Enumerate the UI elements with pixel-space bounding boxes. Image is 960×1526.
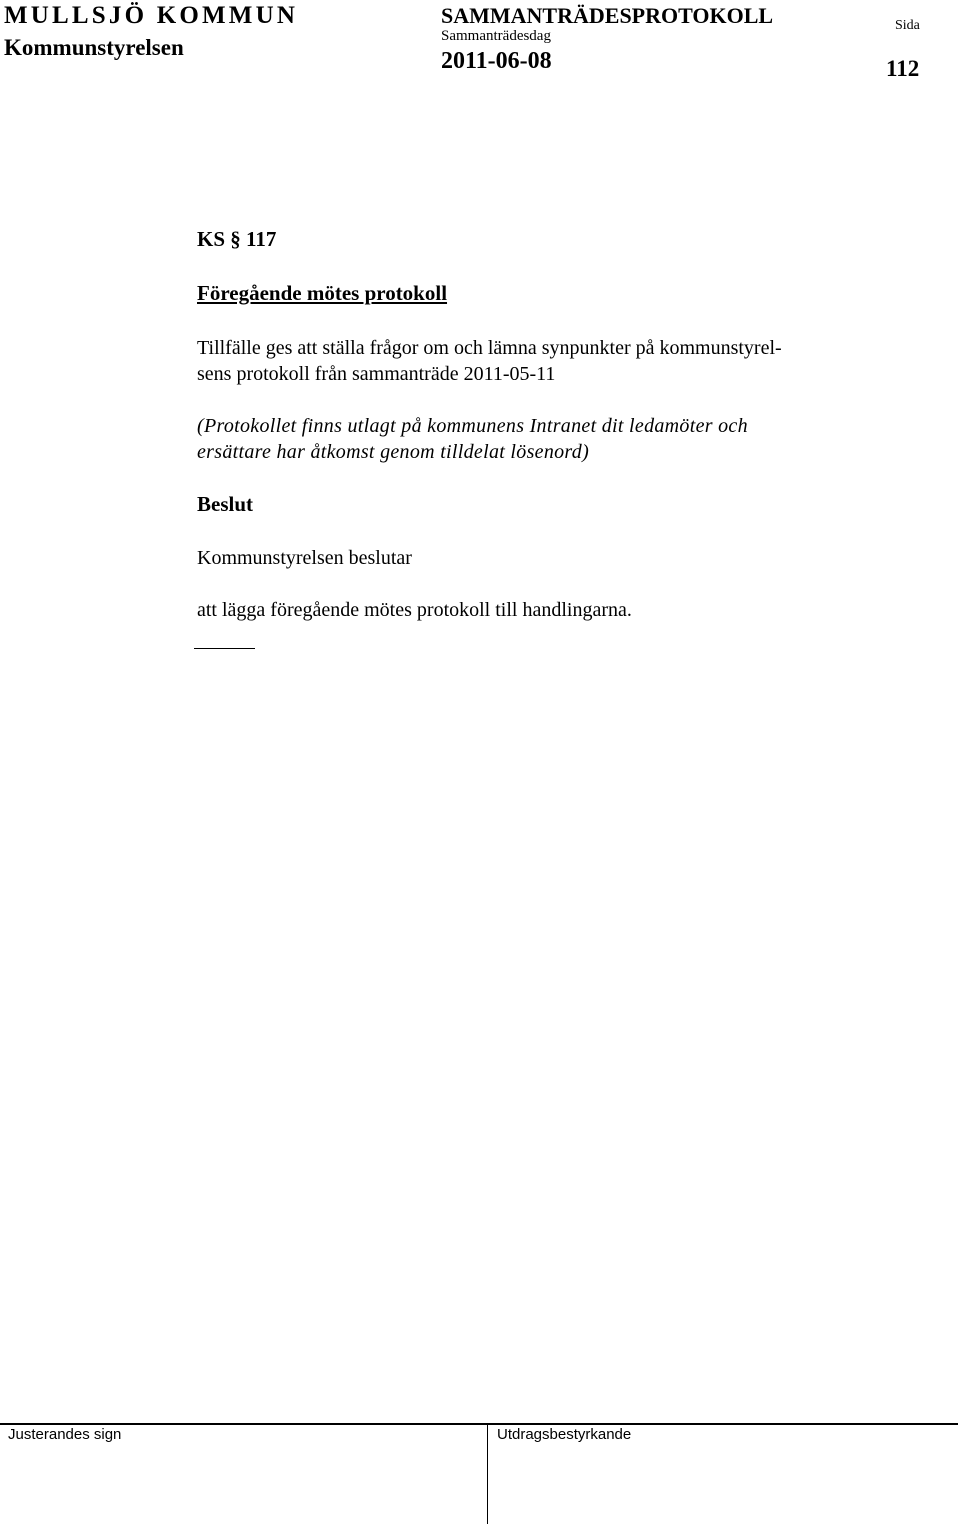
paragraph-note [197,413,748,465]
document-type: SAMMANTRÄDESPROTOKOLL [441,3,774,28]
decision-heading: Beslut [197,492,254,516]
meeting-date: 2011-06-08 [441,48,552,74]
section-id: KS § 117 [197,227,277,251]
meeting-date-label: Sammanträdesdag [441,28,551,44]
paragraph-intro [197,335,782,387]
page-label: Sida [895,18,920,33]
paragraph-intro-line: Tillfälle ges att ställa frågor om och lämna synpunkter på kommunstyrel- [197,337,782,359]
organization-name: MULLSJÖ KOMMUN [4,2,299,29]
footer-rule [0,1423,958,1425]
footer-divider [487,1424,488,1524]
paragraph-note-line: (Protokollet finns utlagt på kommunens Intranet dit ledamöter och [197,415,748,437]
decision-intro: Kommunstyrelsen beslutar [197,547,412,569]
decision-text: att lägga föregående mötes protokoll till handlingarna. [197,599,632,621]
section-end-rule [194,648,255,649]
paragraph-note-line: ersättare har åtkomst genom tilldelat lösenord) [197,441,590,463]
page-number: 112 [886,56,920,81]
section-title: Föregående mötes protokoll [197,281,448,305]
extract-certification-label: Utdragsbestyrkande [497,1426,632,1443]
board-name: Kommunstyrelsen [4,35,184,60]
paragraph-intro-line: sens protokoll från sammanträde 2011-05-11 [197,363,556,385]
justification-signature-label: Justerandes sign [8,1426,122,1443]
